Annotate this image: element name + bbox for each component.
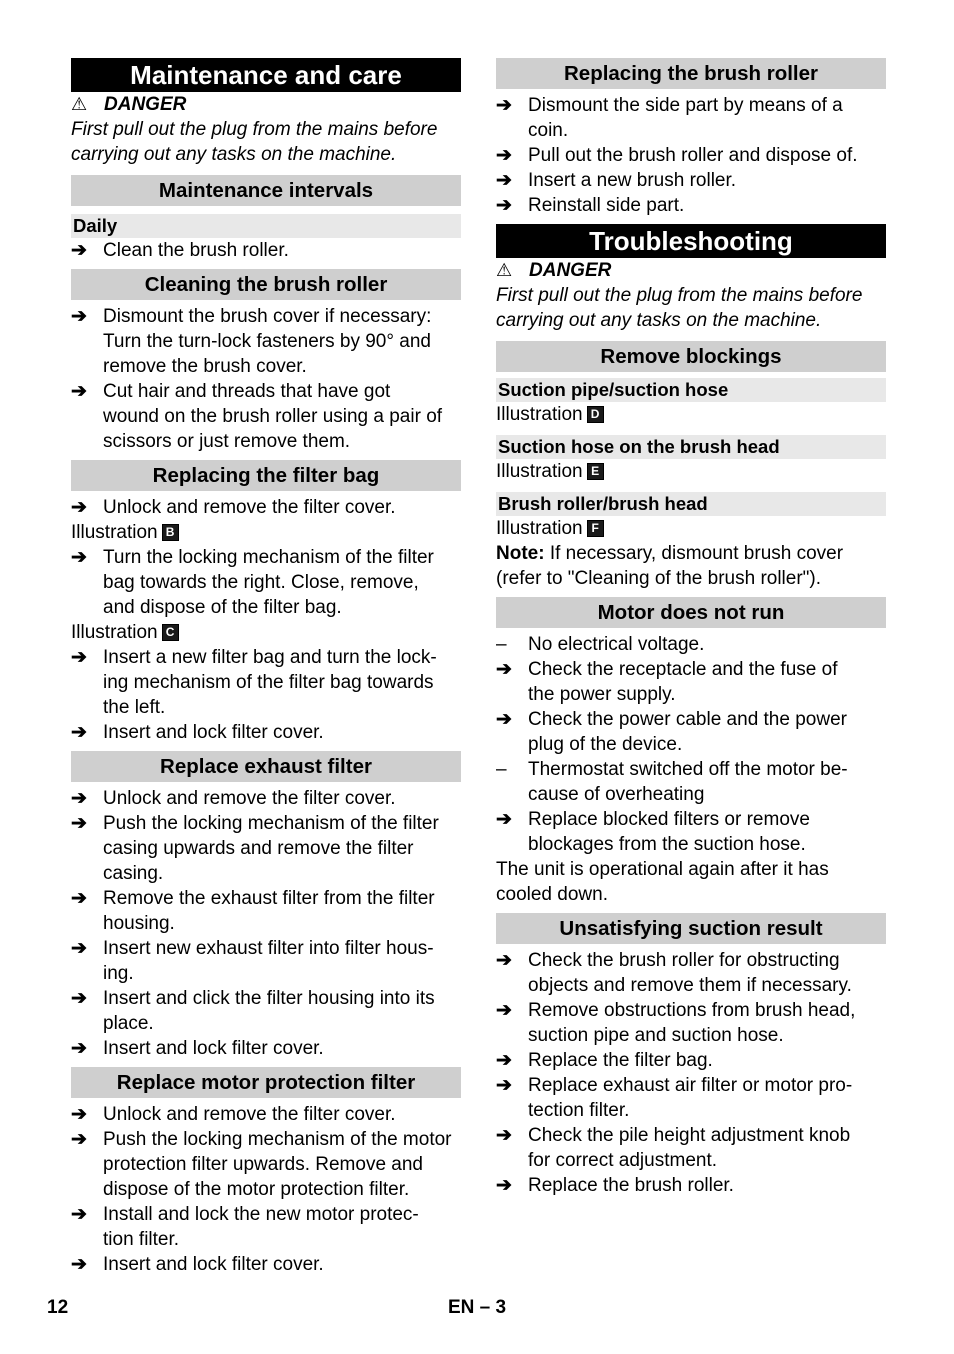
list-item: ➔ Check the brush roller for obstructing objects and remove them if necessary. [496, 950, 852, 996]
illustration-e-icon: E [587, 463, 604, 480]
arrow-right-icon: ➔ [71, 306, 87, 327]
heading-replace-exhaust-filter: Replace exhaust filter [71, 751, 461, 782]
arrow-right-icon: ➔ [496, 95, 512, 116]
paragraph: The unit is operational again after it has [496, 859, 829, 880]
list-item: ➔ Replace the brush roller. [496, 1175, 734, 1196]
illustration-b-icon: B [162, 524, 179, 541]
subheading-suction-pipe: Suction pipe/suction hose [496, 378, 886, 402]
arrow-right-icon: ➔ [71, 1104, 87, 1125]
warning-triangle-icon: ⚠ [71, 94, 88, 114]
heading-replacing-filter-bag: Replacing the filter bag [71, 460, 461, 491]
list-item: ➔ Clean the brush roller. [71, 240, 289, 261]
arrow-right-icon: ➔ [71, 988, 87, 1009]
list-item: ➔ Push the locking mechanism of the motor protection filter upwards. Remove and dispose of the motor protection filter. [71, 1129, 452, 1200]
danger-text: First pull out the plug from the mains before [71, 119, 438, 140]
arrow-right-icon: ➔ [496, 1050, 512, 1071]
list-item: ➔ Install and lock the new motor protec- tion filter. [71, 1204, 419, 1250]
dash-bullet: – [496, 634, 507, 655]
list-item: ➔ Insert and lock filter cover. [71, 1038, 324, 1059]
danger-label: DANGER [104, 94, 187, 115]
list-item: ➔ Remove the exhaust filter from the filter housing. [71, 888, 435, 934]
list-item: ➔ Check the pile height adjustment knob for correct adjustment. [496, 1125, 851, 1171]
list-item: ➔ Insert a new brush roller. [496, 170, 737, 191]
list-item: ➔ Insert new exhaust filter into filter hous- ing. [71, 938, 434, 984]
right-column [496, 58, 886, 1198]
illustration-ref: Illustration E [496, 459, 886, 484]
list-item: ➔ Unlock and remove the filter cover. [71, 1104, 396, 1125]
heading-maintenance-intervals: Maintenance intervals [71, 175, 461, 206]
list-item: ➔ Insert a new filter bag and turn the lock- ing mechanism of the filter bag towards the left. [71, 647, 437, 718]
subheading-daily: Daily [71, 214, 461, 238]
list-item: ➔ Replace the filter bag. [496, 1050, 713, 1071]
heading-unsatisfying-suction: Unsatisfying suction result [496, 913, 886, 944]
arrow-right-icon: ➔ [71, 1038, 87, 1059]
list-item: ➔ Unlock and remove the filter cover. [71, 788, 396, 809]
section-title-troubleshooting: Troubleshooting [496, 224, 886, 258]
arrow-right-icon: ➔ [496, 195, 512, 216]
illustration-ref: Illustration C [71, 620, 461, 645]
arrow-right-icon: ➔ [496, 145, 512, 166]
arrow-right-icon: ➔ [71, 547, 87, 568]
heading-remove-blockings: Remove blockings [496, 341, 886, 372]
arrow-right-icon: ➔ [71, 722, 87, 743]
dash-bullet: – [496, 759, 507, 780]
heading-replacing-brush-roller: Replacing the brush roller [496, 58, 886, 89]
arrow-right-icon: ➔ [71, 788, 87, 809]
illustration-ref: Illustration B [71, 520, 461, 545]
note: (refer to "Cleaning of the brush roller"). [496, 568, 822, 589]
illustration-ref: Illustration D [496, 402, 886, 427]
arrow-right-icon: ➔ [496, 659, 512, 680]
section-label: EN – 3 [448, 1297, 507, 1318]
arrow-right-icon: ➔ [496, 950, 512, 971]
illustration-d-icon: D [587, 406, 604, 423]
heading-cleaning-brush-roller: Cleaning the brush roller [71, 269, 461, 300]
list-item: ➔ Check the receptacle and the fuse of the power supply. [496, 659, 838, 705]
warning-triangle-icon: ⚠ [496, 260, 513, 280]
list-item: ➔ Check the power cable and the power plug of the device. [496, 709, 847, 755]
arrow-right-icon: ➔ [71, 1204, 87, 1225]
subheading-suction-hose-brush-head: Suction hose on the brush head [496, 435, 886, 459]
list-item: ➔ Push the locking mechanism of the filter casing upwards and remove the filter casing. [71, 813, 439, 884]
note: Note: If necessary, dismount brush cover [496, 543, 844, 564]
list-item: – Thermostat switched off the motor be- cause of overheating [496, 759, 848, 805]
list-item: ➔ Dismount the brush cover if necessary: Turn the turn-lock fasteners by 90° and remove the brush cover. [71, 306, 432, 377]
arrow-right-icon: ➔ [71, 888, 87, 909]
danger-text: carrying out any tasks on the machine. [496, 310, 822, 331]
list-item: ➔ Cut hair and threads that have got wound on the brush roller using a pair of scissors or just remove them. [71, 381, 443, 452]
arrow-right-icon: ➔ [496, 1175, 512, 1196]
left-column [71, 58, 461, 1277]
arrow-right-icon: ➔ [71, 938, 87, 959]
list-item: ➔ Dismount the side part by means of a coin. [496, 95, 843, 141]
arrow-right-icon: ➔ [496, 1000, 512, 1021]
list-item: ➔ Unlock and remove the filter cover. [71, 497, 396, 518]
danger-text: carrying out any tasks on the machine. [71, 144, 397, 165]
arrow-right-icon: ➔ [496, 170, 512, 191]
danger-text: First pull out the plug from the mains before [496, 285, 863, 306]
arrow-right-icon: ➔ [71, 647, 87, 668]
arrow-right-icon: ➔ [496, 1075, 512, 1096]
list-item: – No electrical voltage. [496, 634, 705, 655]
arrow-right-icon: ➔ [496, 1125, 512, 1146]
list-item: ➔ Pull out the brush roller and dispose of. [496, 145, 858, 166]
list-item: ➔ Insert and click the filter housing into its place. [71, 988, 435, 1034]
page-number: 12 [47, 1297, 69, 1318]
list-item: ➔ Turn the locking mechanism of the filter bag towards the right. Close, remove, and dispose of the filter bag. [71, 547, 434, 618]
list-item: ➔ Replace exhaust air filter or motor pro- tection filter. [496, 1075, 853, 1121]
arrow-right-icon: ➔ [496, 809, 512, 830]
subheading-brush-roller-head: Brush roller/brush head [496, 492, 886, 516]
list-item: ➔ Reinstall side part. [496, 195, 685, 216]
arrow-right-icon: ➔ [71, 1254, 87, 1275]
paragraph: cooled down. [496, 884, 608, 905]
heading-replace-motor-protection-filter: Replace motor protection filter [71, 1067, 461, 1098]
illustration-ref: Illustration F [496, 516, 886, 541]
danger-notice [496, 258, 886, 283]
arrow-right-icon: ➔ [496, 709, 512, 730]
arrow-right-icon: ➔ [71, 1129, 87, 1150]
danger-notice [71, 92, 461, 117]
arrow-right-icon: ➔ [71, 381, 87, 402]
list-item: ➔ Remove obstructions from brush head, suction pipe and suction hose. [496, 1000, 856, 1046]
heading-motor-does-not-run: Motor does not run [496, 597, 886, 628]
arrow-right-icon: ➔ [71, 240, 87, 261]
arrow-right-icon: ➔ [71, 813, 87, 834]
danger-label: DANGER [529, 260, 612, 281]
illustration-c-icon: C [162, 624, 179, 641]
list-item: ➔ Replace blocked filters or remove blockages from the suction hose. [496, 809, 810, 855]
section-title-maintenance: Maintenance and care [71, 58, 461, 92]
illustration-f-icon: F [587, 520, 604, 537]
list-item: ➔ Insert and lock filter cover. [71, 1254, 324, 1275]
arrow-right-icon: ➔ [71, 497, 87, 518]
list-item: ➔ Insert and lock filter cover. [71, 722, 324, 743]
